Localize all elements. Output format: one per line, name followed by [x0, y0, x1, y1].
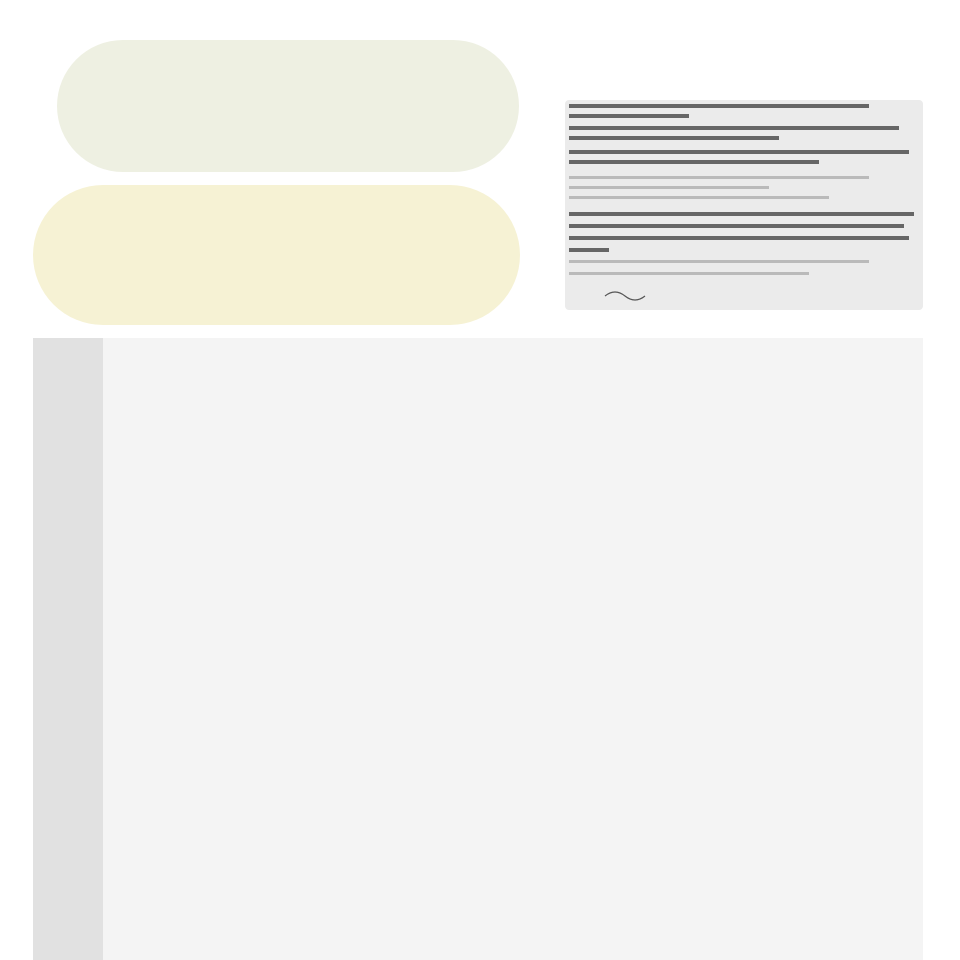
eeg-recording	[33, 338, 923, 960]
eeg-chart	[33, 338, 923, 960]
eeg-title-pill	[57, 40, 519, 172]
blurred-text-lines	[565, 100, 923, 310]
conclusion-document-image	[565, 100, 923, 310]
focal-activity-pill	[33, 185, 520, 325]
dark-left-band	[33, 338, 103, 960]
signature-mark	[605, 292, 645, 300]
